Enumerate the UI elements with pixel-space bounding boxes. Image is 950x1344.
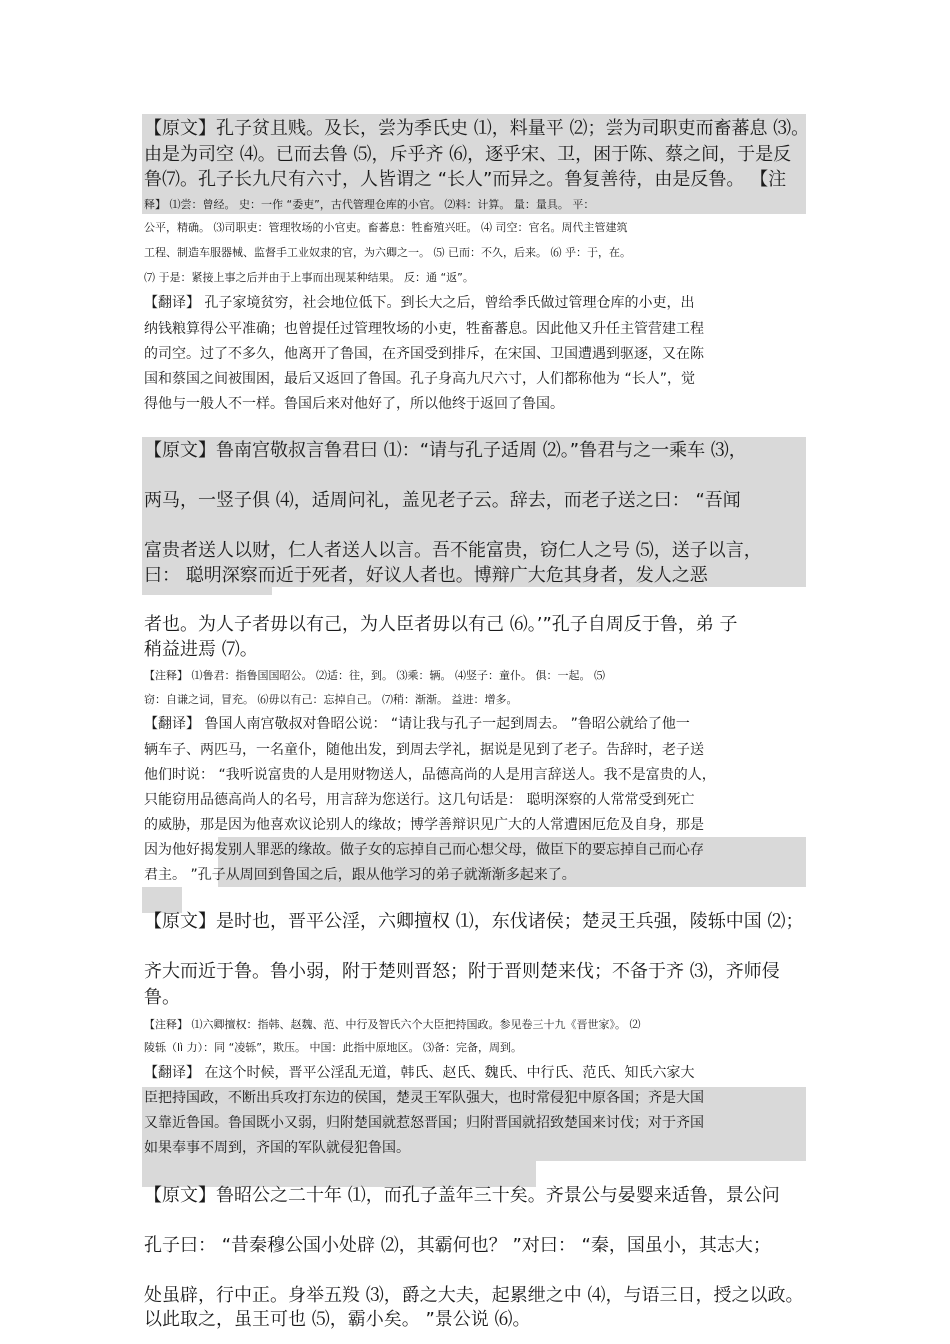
section3-fanyi-line: 【翻译】 在这个时候，晋平公淫乱无道，韩氏、赵氏、魏氏、中行氏、范氏、知氏六家大 bbox=[144, 1065, 695, 1081]
section1-yuanwen-line: 鲁⑺。孔子长九尺有六寸，人皆谓之 “长人”而异之。鲁复善待，由是反鲁。 【注 bbox=[144, 169, 787, 190]
section2-fanyi-line: 辆车子、两匹马，一名童仆，随他出发，到周去学礼，据说是见到了老子。告辞时，老子送 bbox=[144, 742, 704, 758]
section4-yuanwen-line: 处虽辟，行中正。身举五羖 ⑶，爵之大夫，起累绁之中 ⑷，与语三日，授之以政。 bbox=[144, 1285, 804, 1306]
section2-yuanwen-line: 曰： 聪明深察而近于死者，好议人者也。博辩广大危其身者，发人之恶 bbox=[144, 565, 708, 586]
section3-yuanwen-line: 鲁。 bbox=[144, 987, 180, 1008]
section2-fanyi-line: 只能窃用品德高尚人的名号，用言辞为您送行。这几句话是： 聪明深察的人常常受到死亡 bbox=[144, 792, 695, 808]
section3-fanyi-line: 臣把持国政，不断出兵攻打东边的侯国，楚灵王军队强大，也时常侵犯中原各国；齐是大国 bbox=[144, 1090, 704, 1106]
section4-yuanwen-line: 【原文】鲁昭公之二十年 ⑴，而孔子盖年三十矣。齐景公与晏婴来适鲁，景公问 bbox=[144, 1185, 780, 1206]
section1-fanyi-line: 国和蔡国之间被围困，最后又返回了鲁国。孔子身高九尺六寸，人们都称他为 “长人”，觉 bbox=[144, 371, 695, 387]
section4-yuanwen-line: 孔子曰： “昔秦穆公国小处辟 ⑵，其霸何也？ ”对曰： “秦，国虽小，其志大； bbox=[144, 1235, 771, 1256]
section3-zhushi-line: 【注释】 ⑴六卿擅权：指韩、赵魏、范、中行及智氏六个大臣把持国政。参见卷三十九《晋世家》。 ⑵ bbox=[144, 1018, 641, 1031]
section2-fanyi-line: 因为他好揭发别人罪恶的缘故。做子女的忘掉自己而心想父母，做臣下的要忘掉自己而心存 bbox=[144, 842, 704, 858]
section3-fanyi-line: 又靠近鲁国。鲁国既小又弱，归附楚国就惹怒晋国；归附晋国就招致楚国来讨伐；对于齐国 bbox=[144, 1115, 704, 1131]
section1-fanyi-line: 的司空。过了不多久，他离开了鲁国，在齐国受到排斥，在宋国、卫国遭遇到驱逐，又在陈 bbox=[144, 346, 704, 362]
section1-zhushi-line: 工程、制造车服器械、监督手工业奴隶的官，为六卿之一。 ⑸ 已而：不久，后来。 ⑹ 乎：于，在。 bbox=[144, 246, 631, 259]
section1-zhushi-line: 释】 ⑴尝：曾经。 史：一作 “委吏”，古代管理仓库的小官。 ⑵料：计算。 量：量具。 平： bbox=[144, 198, 595, 211]
section1-fanyi-line: 纳钱粮算得公平准确；也曾提任过管理牧场的小吏，牲畜蕃息。因此他又升任主管营建工程 bbox=[144, 321, 704, 337]
section3-zhushi-line: 陵轹（lì 力）：同 “凌轹”，欺压。 中国：此指中原地区。 ⑶备：完备，周到。 bbox=[144, 1041, 522, 1054]
section2-zhushi-line: 【注释】 ⑴鲁君：指鲁国国昭公。 ⑵适：往，到。 ⑶乘：辆。 ⑷竖子：童仆。 俱：一起。 ⑸ bbox=[144, 669, 605, 682]
section2-fanyi-line: 【翻译】 鲁国人南宫敬叔对鲁昭公说： “请让我与孔子一起到周去。 ”鲁昭公就给了他一 bbox=[144, 716, 690, 732]
section1-fanyi-line: 【翻译】 孔子家境贫穷，社会地位低下。到长大之后，曾给季氏做过管理仓库的小吏，出 bbox=[144, 295, 695, 311]
section2-fanyi-line: 他们时说： “我听说富贵的人是用财物送人，品德高尚的人是用言辞送人。我不是富贵的人， bbox=[144, 767, 716, 783]
section3-fanyi-line: 如果奉事不周到，齐国的军队就侵犯鲁国。 bbox=[144, 1140, 410, 1156]
section2-zhushi-line: 窃：自谦之词，冒充。 ⑹毋以有己：忘掉自己。 ⑺稍：渐渐。 益进：增多。 bbox=[144, 693, 518, 706]
section2-yuanwen-line: 稍益进焉 ⑺。 bbox=[144, 639, 258, 660]
section2-yuanwen-line: 富贵者送人以财，仁人者送人以言。吾不能富贵，窃仁人之号 ⑸，送子以言， bbox=[144, 540, 762, 561]
section2-fanyi-line: 的威胁，那是因为他喜欢议论别人的缘故；博学善辩识见广大的人常遭困厄危及自身，那是 bbox=[144, 817, 704, 833]
section2-yuanwen-line: 两马，一竖子俱 ⑷，适周问礼，盖见老子云。辞去，而老子送之曰： “吾闻 bbox=[144, 490, 741, 511]
section3-yuanwen-line: 齐大而近于鲁。鲁小弱，附于楚则晋怒；附于晋则楚来伐；不备于齐 ⑶，齐师侵 bbox=[144, 961, 780, 982]
highlight-block bbox=[142, 587, 272, 595]
section3-yuanwen-line: 【原文】是时也，晋平公淫，六卿擅权 ⑴，东伐诸侯；楚灵王兵强，陵轹中国 ⑵； bbox=[144, 911, 804, 932]
section2-yuanwen-line: 者也。为人子者毋以有己，为人臣者毋以有己 ⑹。’”孔子自周反于鲁，弟 子 bbox=[144, 614, 738, 635]
section1-zhushi-line: ⑺ 于是：紧接上事之后并由于上事而出现某种结果。 反：通 “返”。 bbox=[144, 271, 474, 284]
section2-yuanwen-line: 【原文】鲁南宫敬叔言鲁君曰 ⑴：“请与孔子适周 ⑵。”鲁君与之一乘车 ⑶， bbox=[144, 440, 747, 461]
section1-fanyi-line: 得他与一般人不一样。鲁国后来对他好了，所以他终于返回了鲁国。 bbox=[144, 396, 564, 412]
section1-yuanwen-line: 【原文】孔子贫且贱。及长，尝为季氏史 ⑴，料量平 ⑵；尝为司职吏而畜蕃息 ⑶。 bbox=[144, 118, 810, 139]
section1-zhushi-line: 公平，精确。 ⑶司职吏：管理牧场的小官吏。畜蕃息：牲畜殖兴旺。 ⑷ 司空：官名。周代主管建筑 bbox=[144, 221, 628, 234]
section1-yuanwen-line: 由是为司空 ⑷。已而去鲁 ⑸，斥乎齐 ⑹，逐乎宋、卫，困于陈、蔡之间，于是反 bbox=[144, 144, 792, 165]
section2-fanyi-line: 君主。 ”孔子从周回到鲁国之后，跟从他学习的弟子就渐渐多起来了。 bbox=[144, 867, 576, 883]
section4-yuanwen-line: 以此取之，虽王可也 ⑸，霸小矣。 ”景公说 ⑹。 bbox=[144, 1309, 531, 1330]
